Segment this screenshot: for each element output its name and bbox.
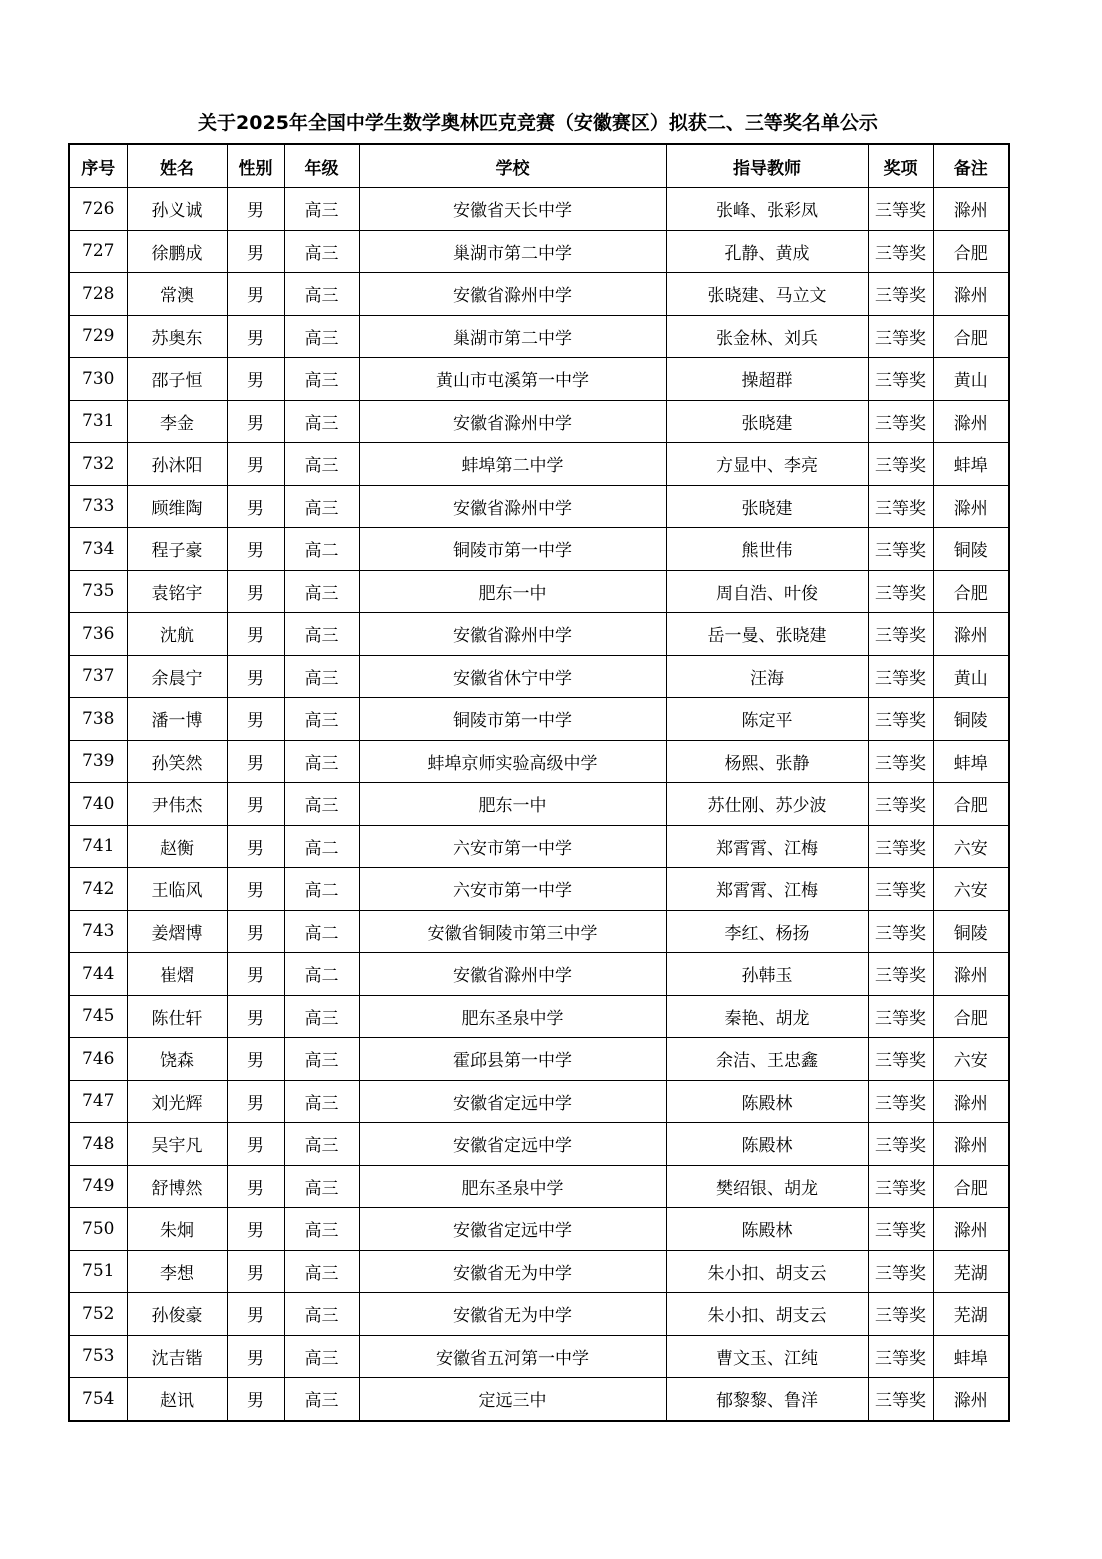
header-index: 序号	[69, 144, 127, 188]
cell-award: 三等奖	[868, 528, 933, 571]
cell-index: 748	[69, 1123, 127, 1166]
cell-teacher: 朱小扣、胡支云	[666, 1293, 868, 1336]
cell-award: 三等奖	[868, 1250, 933, 1293]
cell-gender: 男	[227, 570, 284, 613]
cell-index: 738	[69, 698, 127, 741]
cell-remark: 滁州	[933, 613, 1009, 656]
cell-name: 沈吉锴	[127, 1335, 227, 1378]
cell-gender: 男	[227, 400, 284, 443]
cell-school: 安徽省滁州中学	[359, 613, 666, 656]
cell-gender: 男	[227, 953, 284, 996]
cell-index: 728	[69, 273, 127, 316]
table-row	[69, 358, 1009, 401]
header-school: 学校	[359, 144, 666, 188]
table-row	[69, 868, 1009, 911]
cell-grade: 高二	[284, 825, 359, 868]
cell-index: 746	[69, 1038, 127, 1081]
table-row	[69, 528, 1009, 571]
cell-gender: 男	[227, 1378, 284, 1421]
cell-index: 727	[69, 230, 127, 273]
cell-teacher: 秦艳、胡龙	[666, 995, 868, 1038]
cell-gender: 男	[227, 273, 284, 316]
cell-remark: 黄山	[933, 358, 1009, 401]
cell-gender: 男	[227, 910, 284, 953]
table-row	[69, 740, 1009, 783]
table-row	[69, 443, 1009, 486]
cell-gender: 男	[227, 358, 284, 401]
cell-school: 蚌埠京师实验高级中学	[359, 740, 666, 783]
cell-remark: 滁州	[933, 1378, 1009, 1421]
table-row	[69, 1165, 1009, 1208]
cell-teacher: 余洁、王忠鑫	[666, 1038, 868, 1081]
header-teacher: 指导教师	[666, 144, 868, 188]
cell-gender: 男	[227, 1250, 284, 1293]
award-table	[68, 143, 1010, 1422]
cell-name: 潘一博	[127, 698, 227, 741]
cell-remark: 滁州	[933, 953, 1009, 996]
cell-teacher: 樊绍银、胡龙	[666, 1165, 868, 1208]
cell-award: 三等奖	[868, 400, 933, 443]
cell-remark: 滁州	[933, 273, 1009, 316]
cell-school: 安徽省定远中学	[359, 1123, 666, 1166]
cell-award: 三等奖	[868, 613, 933, 656]
cell-gender: 男	[227, 698, 284, 741]
table-row	[69, 995, 1009, 1038]
cell-school: 安徽省休宁中学	[359, 655, 666, 698]
table-row	[69, 1293, 1009, 1336]
cell-remark: 黄山	[933, 655, 1009, 698]
cell-remark: 滁州	[933, 1208, 1009, 1251]
cell-award: 三等奖	[868, 1080, 933, 1123]
cell-teacher: 方显中、李亮	[666, 443, 868, 486]
header-grade: 年级	[284, 144, 359, 188]
cell-award: 三等奖	[868, 1293, 933, 1336]
cell-index: 752	[69, 1293, 127, 1336]
cell-index: 741	[69, 825, 127, 868]
table-row	[69, 230, 1009, 273]
cell-gender: 男	[227, 443, 284, 486]
cell-name: 李金	[127, 400, 227, 443]
cell-teacher: 岳一曼、张晓建	[666, 613, 868, 656]
cell-teacher: 孙韩玉	[666, 953, 868, 996]
cell-remark: 蚌埠	[933, 443, 1009, 486]
cell-award: 三等奖	[868, 1378, 933, 1421]
cell-award: 三等奖	[868, 868, 933, 911]
cell-remark: 芜湖	[933, 1250, 1009, 1293]
cell-name: 余晨宁	[127, 655, 227, 698]
cell-grade: 高三	[284, 358, 359, 401]
cell-teacher: 汪海	[666, 655, 868, 698]
cell-award: 三等奖	[868, 485, 933, 528]
cell-grade: 高二	[284, 953, 359, 996]
cell-name: 舒博然	[127, 1165, 227, 1208]
cell-remark: 六安	[933, 1038, 1009, 1081]
cell-award: 三等奖	[868, 570, 933, 613]
cell-teacher: 李红、杨扬	[666, 910, 868, 953]
cell-grade: 高三	[284, 655, 359, 698]
table-row	[69, 655, 1009, 698]
cell-index: 733	[69, 485, 127, 528]
cell-index: 740	[69, 783, 127, 826]
cell-grade: 高三	[284, 995, 359, 1038]
table-row	[69, 1378, 1009, 1421]
cell-school: 巢湖市第二中学	[359, 315, 666, 358]
table-row	[69, 1250, 1009, 1293]
cell-remark: 滁州	[933, 485, 1009, 528]
cell-gender: 男	[227, 1123, 284, 1166]
cell-index: 735	[69, 570, 127, 613]
cell-teacher: 郑霄霄、江梅	[666, 868, 868, 911]
cell-name: 孙义诚	[127, 188, 227, 231]
cell-remark: 合肥	[933, 230, 1009, 273]
cell-remark: 铜陵	[933, 528, 1009, 571]
cell-grade: 高三	[284, 485, 359, 528]
cell-school: 肥东圣泉中学	[359, 1165, 666, 1208]
cell-grade: 高三	[284, 1080, 359, 1123]
cell-remark: 滁州	[933, 188, 1009, 231]
cell-name: 李想	[127, 1250, 227, 1293]
cell-remark: 合肥	[933, 1165, 1009, 1208]
cell-grade: 高三	[284, 1378, 359, 1421]
table-row	[69, 1038, 1009, 1081]
cell-grade: 高三	[284, 1165, 359, 1208]
cell-name: 崔熠	[127, 953, 227, 996]
cell-grade: 高三	[284, 1250, 359, 1293]
table-header-row	[69, 144, 1009, 188]
cell-teacher: 苏仕刚、苏少波	[666, 783, 868, 826]
cell-teacher: 熊世伟	[666, 528, 868, 571]
cell-school: 安徽省定远中学	[359, 1080, 666, 1123]
cell-school: 霍邱县第一中学	[359, 1038, 666, 1081]
cell-name: 顾维陶	[127, 485, 227, 528]
cell-school: 安徽省滁州中学	[359, 953, 666, 996]
cell-index: 753	[69, 1335, 127, 1378]
cell-gender: 男	[227, 868, 284, 911]
cell-school: 六安市第一中学	[359, 868, 666, 911]
cell-index: 739	[69, 740, 127, 783]
cell-teacher: 陈定平	[666, 698, 868, 741]
cell-index: 742	[69, 868, 127, 911]
cell-name: 邵子恒	[127, 358, 227, 401]
table-row	[69, 910, 1009, 953]
header-award: 奖项	[868, 144, 933, 188]
cell-school: 黄山市屯溪第一中学	[359, 358, 666, 401]
table-row	[69, 825, 1009, 868]
cell-award: 三等奖	[868, 188, 933, 231]
cell-index: 743	[69, 910, 127, 953]
cell-gender: 男	[227, 485, 284, 528]
cell-name: 徐鹏成	[127, 230, 227, 273]
cell-name: 陈仕轩	[127, 995, 227, 1038]
cell-remark: 滁州	[933, 1080, 1009, 1123]
cell-school: 安徽省无为中学	[359, 1293, 666, 1336]
cell-teacher: 朱小扣、胡支云	[666, 1250, 868, 1293]
cell-grade: 高三	[284, 1123, 359, 1166]
cell-award: 三等奖	[868, 230, 933, 273]
cell-remark: 六安	[933, 868, 1009, 911]
cell-remark: 合肥	[933, 995, 1009, 1038]
cell-gender: 男	[227, 1080, 284, 1123]
cell-name: 常澳	[127, 273, 227, 316]
cell-gender: 男	[227, 655, 284, 698]
cell-name: 王临风	[127, 868, 227, 911]
cell-award: 三等奖	[868, 825, 933, 868]
cell-remark: 合肥	[933, 783, 1009, 826]
cell-gender: 男	[227, 1208, 284, 1251]
cell-school: 安徽省滁州中学	[359, 400, 666, 443]
cell-school: 安徽省五河第一中学	[359, 1335, 666, 1378]
cell-name: 饶森	[127, 1038, 227, 1081]
cell-grade: 高三	[284, 443, 359, 486]
header-gender: 性别	[227, 144, 284, 188]
cell-teacher: 陈殿林	[666, 1123, 868, 1166]
cell-name: 赵讯	[127, 1378, 227, 1421]
cell-award: 三等奖	[868, 273, 933, 316]
cell-index: 747	[69, 1080, 127, 1123]
cell-teacher: 张金林、刘兵	[666, 315, 868, 358]
cell-gender: 男	[227, 315, 284, 358]
cell-index: 732	[69, 443, 127, 486]
cell-index: 750	[69, 1208, 127, 1251]
cell-award: 三等奖	[868, 1208, 933, 1251]
cell-teacher: 杨熙、张静	[666, 740, 868, 783]
cell-grade: 高三	[284, 783, 359, 826]
cell-index: 737	[69, 655, 127, 698]
cell-gender: 男	[227, 1335, 284, 1378]
cell-remark: 合肥	[933, 315, 1009, 358]
cell-remark: 芜湖	[933, 1293, 1009, 1336]
cell-award: 三等奖	[868, 655, 933, 698]
cell-grade: 高三	[284, 1038, 359, 1081]
cell-gender: 男	[227, 995, 284, 1038]
cell-gender: 男	[227, 1038, 284, 1081]
cell-grade: 高三	[284, 315, 359, 358]
cell-remark: 铜陵	[933, 698, 1009, 741]
cell-teacher: 孔静、黄成	[666, 230, 868, 273]
cell-index: 744	[69, 953, 127, 996]
cell-index: 731	[69, 400, 127, 443]
table-row	[69, 613, 1009, 656]
cell-school: 肥东圣泉中学	[359, 995, 666, 1038]
cell-name: 赵衡	[127, 825, 227, 868]
cell-name: 孙笑然	[127, 740, 227, 783]
table-row	[69, 315, 1009, 358]
document-title: 关于2025年全国中学生数学奥林匹克竞赛（安徽赛区）拟获二、三等奖名单公示	[198, 112, 878, 134]
cell-gender: 男	[227, 1165, 284, 1208]
cell-name: 沈航	[127, 613, 227, 656]
cell-award: 三等奖	[868, 783, 933, 826]
cell-teacher: 周自浩、叶俊	[666, 570, 868, 613]
table-row	[69, 400, 1009, 443]
cell-gender: 男	[227, 783, 284, 826]
cell-index: 745	[69, 995, 127, 1038]
cell-teacher: 曹文玉、江纯	[666, 1335, 868, 1378]
cell-gender: 男	[227, 740, 284, 783]
cell-school: 定远三中	[359, 1378, 666, 1421]
header-name: 姓名	[127, 144, 227, 188]
cell-remark: 滁州	[933, 400, 1009, 443]
cell-school: 安徽省滁州中学	[359, 485, 666, 528]
cell-school: 肥东一中	[359, 570, 666, 613]
cell-index: 749	[69, 1165, 127, 1208]
header-remark: 备注	[933, 144, 1009, 188]
cell-gender: 男	[227, 1293, 284, 1336]
cell-teacher: 张晓建	[666, 400, 868, 443]
cell-teacher: 郑霄霄、江梅	[666, 825, 868, 868]
cell-school: 安徽省滁州中学	[359, 273, 666, 316]
cell-grade: 高三	[284, 570, 359, 613]
cell-index: 730	[69, 358, 127, 401]
cell-school: 安徽省无为中学	[359, 1250, 666, 1293]
cell-school: 六安市第一中学	[359, 825, 666, 868]
cell-school: 蚌埠第二中学	[359, 443, 666, 486]
cell-index: 729	[69, 315, 127, 358]
cell-remark: 六安	[933, 825, 1009, 868]
cell-index: 734	[69, 528, 127, 571]
cell-school: 安徽省天长中学	[359, 188, 666, 231]
cell-grade: 高三	[284, 740, 359, 783]
table-row	[69, 783, 1009, 826]
cell-index: 751	[69, 1250, 127, 1293]
cell-remark: 蚌埠	[933, 740, 1009, 783]
table-row	[69, 1208, 1009, 1251]
cell-teacher: 张峰、张彩凤	[666, 188, 868, 231]
cell-grade: 高三	[284, 230, 359, 273]
cell-name: 刘光辉	[127, 1080, 227, 1123]
cell-school: 安徽省定远中学	[359, 1208, 666, 1251]
table-row	[69, 485, 1009, 528]
cell-index: 726	[69, 188, 127, 231]
cell-award: 三等奖	[868, 315, 933, 358]
cell-award: 三等奖	[868, 995, 933, 1038]
cell-grade: 高三	[284, 1208, 359, 1251]
cell-grade: 高三	[284, 400, 359, 443]
cell-gender: 男	[227, 230, 284, 273]
cell-remark: 蚌埠	[933, 1335, 1009, 1378]
cell-remark: 铜陵	[933, 910, 1009, 953]
cell-name: 吴宇凡	[127, 1123, 227, 1166]
table-row	[69, 273, 1009, 316]
cell-remark: 合肥	[933, 570, 1009, 613]
cell-school: 安徽省铜陵市第三中学	[359, 910, 666, 953]
table-row	[69, 1123, 1009, 1166]
cell-grade: 高二	[284, 528, 359, 571]
table-row	[69, 188, 1009, 231]
cell-index: 736	[69, 613, 127, 656]
table-row	[69, 698, 1009, 741]
cell-teacher: 陈殿林	[666, 1208, 868, 1251]
cell-gender: 男	[227, 528, 284, 571]
table-row	[69, 953, 1009, 996]
cell-name: 尹伟杰	[127, 783, 227, 826]
cell-teacher: 张晓建	[666, 485, 868, 528]
cell-teacher: 陈殿林	[666, 1080, 868, 1123]
table-row	[69, 570, 1009, 613]
cell-award: 三等奖	[868, 910, 933, 953]
cell-name: 姜熠博	[127, 910, 227, 953]
cell-award: 三等奖	[868, 953, 933, 996]
table-row	[69, 1080, 1009, 1123]
cell-award: 三等奖	[868, 358, 933, 401]
cell-remark: 滁州	[933, 1123, 1009, 1166]
cell-award: 三等奖	[868, 1038, 933, 1081]
cell-name: 袁铭宇	[127, 570, 227, 613]
cell-school: 巢湖市第二中学	[359, 230, 666, 273]
cell-award: 三等奖	[868, 443, 933, 486]
cell-grade: 高三	[284, 613, 359, 656]
cell-grade: 高二	[284, 910, 359, 953]
cell-award: 三等奖	[868, 698, 933, 741]
cell-name: 孙沐阳	[127, 443, 227, 486]
cell-grade: 高三	[284, 273, 359, 316]
cell-teacher: 张晓建、马立文	[666, 273, 868, 316]
cell-name: 程子豪	[127, 528, 227, 571]
cell-grade: 高三	[284, 1335, 359, 1378]
cell-grade: 高二	[284, 868, 359, 911]
cell-teacher: 操超群	[666, 358, 868, 401]
cell-name: 孙俊豪	[127, 1293, 227, 1336]
cell-index: 754	[69, 1378, 127, 1421]
cell-school: 铜陵市第一中学	[359, 528, 666, 571]
table-body	[69, 188, 1009, 1421]
cell-name: 朱炯	[127, 1208, 227, 1251]
cell-gender: 男	[227, 613, 284, 656]
cell-award: 三等奖	[868, 1165, 933, 1208]
cell-teacher: 郁黎黎、鲁洋	[666, 1378, 868, 1421]
cell-school: 肥东一中	[359, 783, 666, 826]
cell-gender: 男	[227, 188, 284, 231]
cell-grade: 高三	[284, 188, 359, 231]
cell-grade: 高三	[284, 1293, 359, 1336]
cell-gender: 男	[227, 825, 284, 868]
cell-award: 三等奖	[868, 740, 933, 783]
cell-award: 三等奖	[868, 1335, 933, 1378]
cell-award: 三等奖	[868, 1123, 933, 1166]
table-row	[69, 1335, 1009, 1378]
cell-grade: 高三	[284, 698, 359, 741]
cell-name: 苏奥东	[127, 315, 227, 358]
cell-school: 铜陵市第一中学	[359, 698, 666, 741]
